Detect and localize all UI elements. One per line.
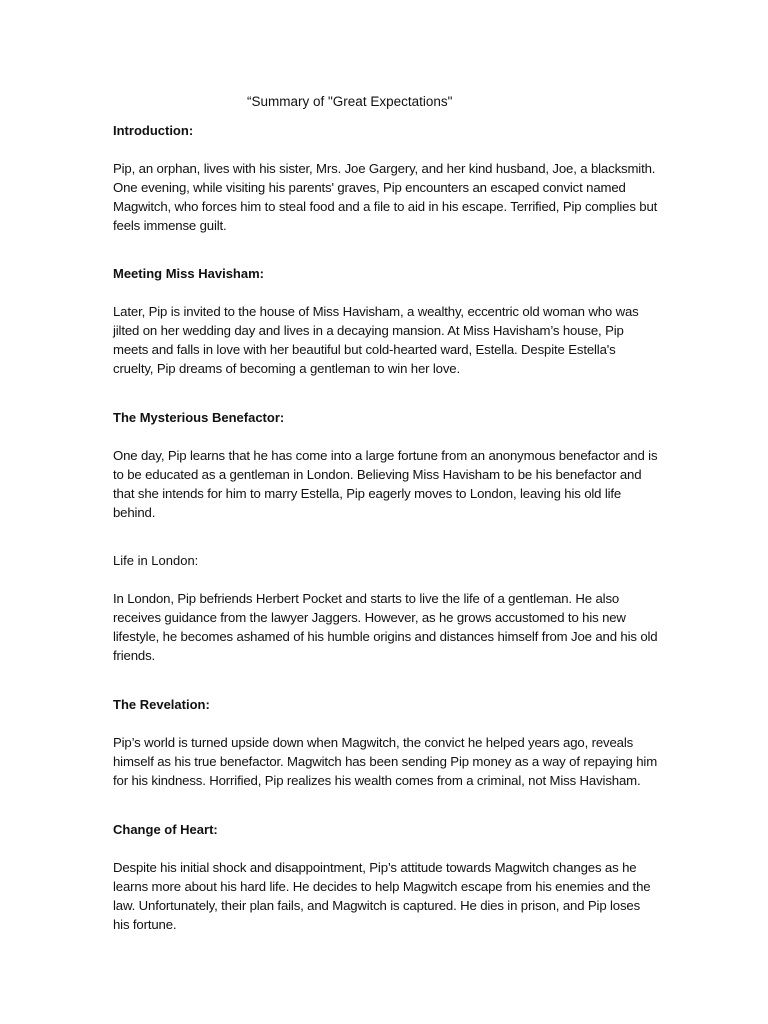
section-paragraph: Pip’s world is turned upside down when Magwitch, the convict he helped years ago, reveals himself as his true benefactor. Magwitch has been sending Pip money as a way of repaying him for his kindness. Horrified, Pip realizes his wealth comes from a criminal, not Miss Havisham. [113, 735, 658, 788]
section-change-of-heart [113, 821, 658, 934]
section-paragraph: In London, Pip befriends Herbert Pocket and starts to live the life of a gentleman. He also receives guidance from the lawyer Jaggers. However, as he grows accustomed to his new lifestyle, he becomes ashamed of his humble origins and distances himself from Joe and his old friends. [113, 591, 658, 663]
section-paragraph: Later, Pip is invited to the house of Miss Havisham, a wealthy, eccentric old woman who was jilted on her wedding day and lives in a decaying mansion. At Miss Havisham’s house, Pip meets and falls in love with her beautiful but cold-hearted ward, Estella. Despite Estella's cruelty, Pip dreams of becoming a gentleman to win her love. [113, 304, 639, 376]
section-heading: Meeting Miss Havisham: [113, 266, 264, 281]
section-heading: Introduction: [113, 123, 194, 138]
section-paragraph: Despite his initial shock and disappointment, Pip’s attitude towards Magwitch changes as he learns more about his hard life. He decides to help Magwitch escape from his enemies and the law. Unfortunately, their plan fails, and Magwitch is captured. He dies in prison, and Pip loses his fortune. [113, 860, 651, 932]
section-mysterious-benefactor [113, 409, 658, 522]
section-life-in-london [113, 552, 658, 665]
document-title: “Summary of "Great Expectations" [247, 94, 453, 109]
section-paragraph: Pip, an orphan, lives with his sister, Mrs. Joe Gargery, and her kind husband, Joe, a blacksmith. One evening, while visiting his parents' graves, Pip encounters an escaped convict named Magwitch, who forces him to steal food and a file to aid in his escape. Terrified, Pip complies but feels immense guilt. [113, 161, 658, 233]
section-heading: The Revelation: [113, 697, 210, 712]
section-meeting-miss-havisham [113, 265, 658, 378]
section-introduction [113, 122, 658, 235]
section-heading: Life in London: [113, 553, 199, 568]
section-heading: The Mysterious Benefactor: [113, 410, 285, 425]
section-the-revelation [113, 696, 658, 790]
section-heading: Change of Heart: [113, 822, 218, 837]
section-paragraph: One day, Pip learns that he has come into a large fortune from an anonymous benefactor and is to be educated as a gentleman in London. Believing Miss Havisham to be his benefactor and that she intends for him to marry Estella, Pip eagerly moves to London, leaving his old life behind. [113, 448, 658, 520]
